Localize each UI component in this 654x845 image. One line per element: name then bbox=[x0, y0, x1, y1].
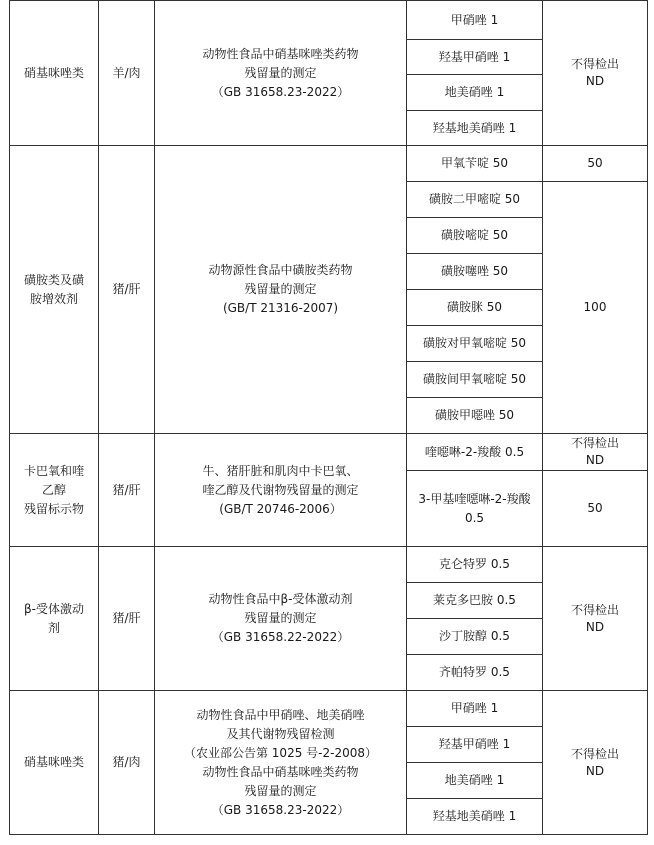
residue-standards-table bbox=[9, 0, 648, 835]
method-cell-line: (GB/T 21316-2007) bbox=[222, 301, 339, 315]
category-cell bbox=[10, 434, 99, 547]
result-cell-line: 50 bbox=[587, 501, 603, 515]
result-cell-line: ND bbox=[585, 74, 605, 88]
table-row bbox=[10, 547, 648, 583]
result-cell-line: 不得检出 bbox=[570, 57, 619, 71]
category-cell bbox=[10, 547, 99, 691]
method-cell-line: 喹乙醇及代谢物残留量的测定 bbox=[202, 482, 359, 497]
item-cell-text: 克仑特罗 0.5 bbox=[439, 557, 510, 571]
result-cell-line: ND bbox=[585, 619, 605, 634]
item-cell-line: 0.5 bbox=[464, 510, 485, 525]
item-cell-text: 莱克多巴胺 0.5 bbox=[433, 593, 516, 607]
item-cell-text: 磺胺二甲嘧啶 50 bbox=[428, 192, 521, 206]
category-cell bbox=[10, 691, 99, 835]
category-cell-line: 剂 bbox=[47, 620, 60, 635]
table-row bbox=[10, 434, 648, 471]
sample-cell-text: 猪/肝 bbox=[112, 282, 141, 296]
result-cell-line: 不得检出 bbox=[570, 436, 619, 450]
item-cell bbox=[407, 1, 543, 40]
result-cell-line: 100 bbox=[583, 300, 607, 314]
item-cell bbox=[407, 111, 543, 146]
method-cell-line: （GB 31658.23-2022） bbox=[211, 802, 350, 817]
category-cell-line: 胺增效剂 bbox=[29, 291, 78, 306]
method-cell-line: 残留量的测定 bbox=[244, 65, 317, 80]
item-cell-text: 磺胺间甲氧嘧啶 50 bbox=[422, 372, 527, 386]
sample-cell bbox=[99, 146, 155, 434]
result-cell bbox=[543, 691, 648, 835]
item-cell bbox=[407, 763, 543, 799]
category-cell-text: 硝基咪唑类 bbox=[23, 755, 84, 769]
result-cell bbox=[543, 434, 648, 471]
item-cell bbox=[407, 398, 543, 434]
method-cell bbox=[155, 1, 407, 146]
item-cell-text: 磺胺甲噁唑 50 bbox=[434, 408, 515, 422]
item-cell-line: 3-甲基喹噁啉-2-羧酸 bbox=[418, 491, 531, 506]
item-cell-text: 羟基甲硝唑 1 bbox=[438, 737, 511, 751]
item-cell bbox=[407, 434, 543, 471]
method-cell bbox=[155, 547, 407, 691]
item-cell-text: 羟基地美硝唑 1 bbox=[432, 120, 517, 135]
item-cell bbox=[407, 40, 543, 75]
method-cell-line: 动物性食品中硝基咪唑类药物 bbox=[202, 46, 359, 61]
sample-cell-text: 猪/肉 bbox=[112, 755, 141, 769]
category-cell-line: β-受体激动 bbox=[24, 601, 84, 616]
category-cell-text: 硝基咪唑类 bbox=[23, 65, 84, 80]
item-cell bbox=[407, 254, 543, 290]
result-cell-line: 不得检出 bbox=[570, 602, 619, 617]
sample-cell bbox=[99, 434, 155, 547]
item-cell bbox=[407, 326, 543, 362]
item-cell-text: 齐帕特罗 0.5 bbox=[439, 665, 510, 679]
item-cell bbox=[407, 218, 543, 254]
table-body bbox=[10, 1, 648, 835]
item-cell bbox=[407, 146, 543, 182]
method-cell-line: 动物性食品中硝基咪唑类药物 bbox=[202, 764, 359, 779]
result-cell-line: 不得检出 bbox=[570, 746, 619, 761]
category-cell-line: 磺胺类及磺 bbox=[23, 272, 84, 287]
item-cell-text: 磺胺对甲氧嘧啶 50 bbox=[422, 336, 527, 350]
method-cell-line: 动物性食品中甲硝唑、地美硝唑 bbox=[196, 707, 365, 722]
sample-cell bbox=[99, 1, 155, 146]
item-cell-text: 羟基甲硝唑 1 bbox=[438, 49, 511, 64]
result-cell bbox=[543, 1, 648, 146]
method-cell bbox=[155, 691, 407, 835]
item-cell bbox=[407, 471, 543, 547]
item-cell-text: 喹噁啉-2-羧酸 0.5 bbox=[424, 444, 525, 459]
method-cell-line: 残留量的测定 bbox=[244, 282, 317, 296]
item-cell bbox=[407, 619, 543, 655]
item-cell bbox=[407, 691, 543, 727]
method-cell bbox=[155, 146, 407, 434]
method-cell-line: （GB 31658.23-2022） bbox=[211, 84, 350, 99]
item-cell-text: 磺胺嘧啶 50 bbox=[440, 228, 509, 242]
result-cell bbox=[543, 146, 648, 182]
sample-cell-text: 羊/肉 bbox=[112, 65, 141, 80]
item-cell-text: 地美硝唑 1 bbox=[444, 85, 505, 99]
item-cell bbox=[407, 799, 543, 835]
method-cell-line: 残留量的测定 bbox=[244, 783, 317, 798]
sample-cell bbox=[99, 691, 155, 835]
method-cell-line: （GB 31658.22-2022） bbox=[211, 630, 350, 644]
category-cell bbox=[10, 146, 99, 434]
result-cell-line: ND bbox=[585, 763, 605, 778]
item-cell bbox=[407, 655, 543, 691]
method-cell-line: 动物源性食品中磺胺类药物 bbox=[208, 263, 353, 277]
result-cell bbox=[543, 471, 648, 547]
result-cell bbox=[543, 182, 648, 434]
method-cell-line: 残留量的测定 bbox=[244, 611, 317, 625]
result-cell bbox=[543, 547, 648, 691]
item-cell-text: 磺胺脒 50 bbox=[446, 300, 503, 314]
item-cell bbox=[407, 727, 543, 763]
method-cell-line: 牛、猪肝脏和肌肉中卡巴氧、 bbox=[202, 463, 359, 478]
category-cell-line: 乙醇 bbox=[41, 482, 66, 497]
item-cell-text: 甲硝唑 1 bbox=[450, 701, 499, 715]
sample-cell bbox=[99, 547, 155, 691]
item-cell bbox=[407, 583, 543, 619]
method-cell bbox=[155, 434, 407, 547]
method-cell-line: (GB/T 20746-2006） bbox=[219, 501, 342, 516]
category-cell-line: 卡巴氧和喹 bbox=[23, 463, 84, 478]
item-cell bbox=[407, 75, 543, 111]
item-cell-text: 磺胺噻唑 50 bbox=[440, 264, 509, 278]
method-cell-line: 及其代谢物残留检测 bbox=[226, 726, 335, 741]
item-cell-text: 羟基地美硝唑 1 bbox=[432, 809, 517, 823]
result-cell-line: 50 bbox=[587, 156, 603, 170]
table-row bbox=[10, 691, 648, 727]
category-cell-line: 残留标示物 bbox=[23, 501, 84, 516]
item-cell bbox=[407, 547, 543, 583]
item-cell bbox=[407, 362, 543, 398]
method-cell-line: 动物性食品中β-受体激动剂 bbox=[208, 592, 353, 606]
item-cell-text: 沙丁胺醇 0.5 bbox=[439, 629, 510, 643]
method-cell-line: （农业部公告第 1025 号-2-2008） bbox=[183, 745, 377, 760]
table-row bbox=[10, 1, 648, 40]
item-cell-text: 甲氧苄啶 50 bbox=[440, 156, 509, 170]
sample-cell-text: 猪/肝 bbox=[112, 611, 141, 625]
item-cell-text: 地美硝唑 1 bbox=[444, 773, 505, 787]
table-row bbox=[10, 146, 648, 182]
sample-cell-text: 猪/肝 bbox=[112, 482, 141, 497]
item-cell bbox=[407, 290, 543, 326]
item-cell-text: 甲硝唑 1 bbox=[450, 12, 499, 27]
category-cell bbox=[10, 1, 99, 146]
item-cell bbox=[407, 182, 543, 218]
result-cell-line: ND bbox=[585, 453, 605, 467]
